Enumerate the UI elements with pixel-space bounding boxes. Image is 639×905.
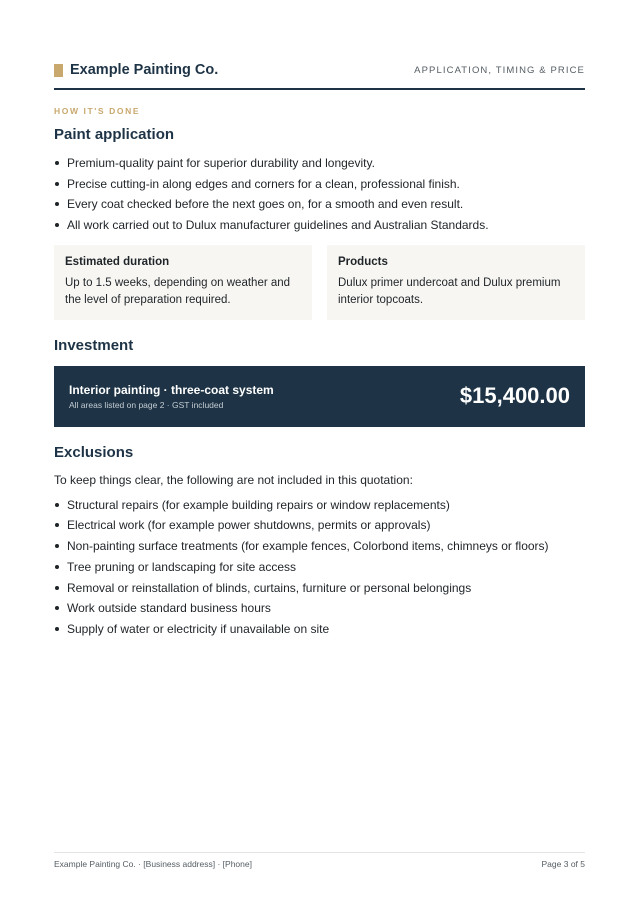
list-item: Tree pruning or landscaping for site access (54, 560, 296, 574)
list-item: Work outside standard business hours (54, 601, 271, 615)
section-label: APPLICATION, TIMING & PRICE (414, 65, 585, 76)
duration-card (54, 245, 312, 320)
investment-banner (54, 366, 585, 427)
page-header (54, 60, 585, 90)
products-card-title: Products (338, 256, 388, 268)
brand (54, 62, 218, 78)
products-card-line: interior topcoats. (338, 294, 424, 306)
paint-application-heading: Paint application (54, 126, 175, 143)
investment-price: $15,400.00 (459, 383, 570, 408)
page-number: Page 3 of 5 (541, 859, 585, 869)
brand-name: Example Painting Co. (70, 62, 219, 78)
section-eyebrow: HOW IT'S DONE (54, 106, 141, 116)
list-item: Precise cutting-in along edges and corners for a clean, professional finish. (54, 177, 460, 191)
duration-card-line: the level of preparation required. (65, 294, 231, 306)
duration-card-line: Up to 1.5 weeks, depending on weather and (65, 277, 291, 289)
page-footer (54, 852, 585, 869)
exclusions-heading: Exclusions (54, 444, 134, 461)
list-item: Structural repairs (for example building repairs or window replacements) (54, 498, 450, 512)
footer-contact: Example Painting Co. · [Business address] · [Phone] (54, 859, 252, 869)
list-item: Electrical work (for example power shutdowns, permits or approvals) (54, 518, 430, 532)
investment-heading: Investment (54, 337, 134, 354)
list-item: Every coat checked before the next goes on, for a smooth and even result. (54, 197, 463, 211)
products-card (327, 245, 585, 320)
products-card-line: Dulux primer undercoat and Dulux premium (338, 277, 561, 289)
products-card-body (338, 275, 574, 309)
exclusions-intro: To keep things clear, the following are not included in this quotation: (54, 473, 413, 487)
list-item: All work carried out to Dulux manufacturer guidelines and Australian Standards. (54, 218, 489, 232)
list-item: Supply of water or electricity if unavailable on site (54, 622, 329, 636)
brand-mark-icon (54, 64, 63, 77)
list-item: Premium-quality paint for superior durability and longevity. (54, 156, 375, 170)
duration-card-body (65, 275, 301, 309)
investment-item-title: Interior painting · three-coat system (69, 383, 274, 397)
investment-item-subtitle: All areas listed on page 2 · GST included (69, 400, 224, 410)
duration-card-title: Estimated duration (65, 256, 170, 268)
list-item: Non-painting surface treatments (for example fences, Colorbond items, chimneys or floors) (54, 539, 549, 553)
list-item: Removal or reinstallation of blinds, curtains, furniture or personal belongings (54, 581, 471, 595)
